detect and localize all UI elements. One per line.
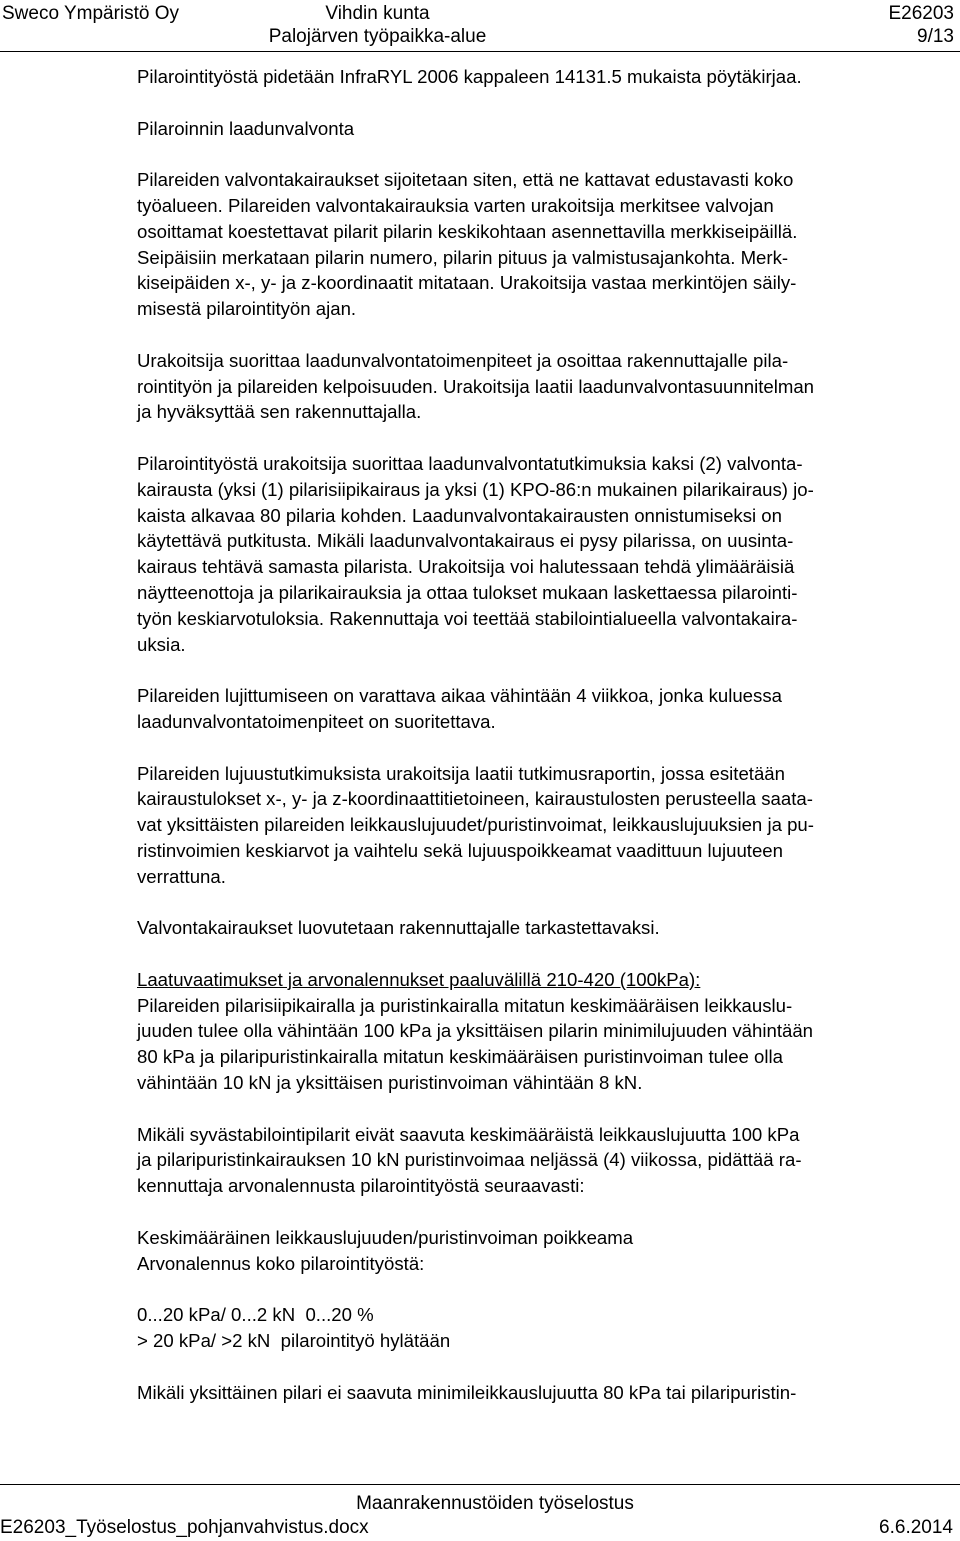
text-line: misestä pilarointityön ajan. xyxy=(137,298,357,320)
text-line: Pilareiden pilarisiipikairalla ja puristinkairalla mitatun keskimääräisen leikkauslu- xyxy=(137,994,793,1016)
text-line: kaista alkavaa 80 pilaria kohden. Laadunvalvontakairausten onnistumiseksi on xyxy=(137,504,782,526)
text-line: 80 kPa ja pilaripuristinkairalla mitatun keskimääräisen puristinvoiman tulee olla xyxy=(137,1046,783,1068)
paragraph xyxy=(137,167,923,322)
paragraph xyxy=(137,761,923,890)
text-line: > 20 kPa/ >2 kN pilarointityö hylätään xyxy=(137,1330,451,1352)
footer-date: 6.6.2014 xyxy=(879,1517,953,1538)
header-client: Vihdin kunta xyxy=(325,3,430,24)
header-doc-id: E26203 xyxy=(888,3,954,24)
paragraph xyxy=(137,451,923,657)
text-line: kairaus tehtävä samasta pilarista. Urakoitsija voi halutessaan tehdä ylimääräisiä xyxy=(137,556,795,578)
text-line: Mikäli syvästabilointipilarit eivät saavuta keskimääräistä leikkauslujuutta 100 kPa xyxy=(137,1123,800,1145)
text-line: kiseipäiden x-, y- ja z-koordinaatit mitataan. Urakoitsija vastaa merkintöjen säily- xyxy=(137,272,797,294)
footer-filename: E26203_Työselostus_pohjanvahvistus.docx xyxy=(0,1517,369,1538)
text-line: Valvontakairaukset luovutetaan rakennuttajalle tarkastettavaksi. xyxy=(137,917,660,939)
header-page-number: 9/13 xyxy=(917,26,954,47)
paragraph xyxy=(137,64,923,90)
text-line: Seipäisiin merkataan pilarin numero, pilarin pituus ja valmistusajankohta. Merk- xyxy=(137,246,789,268)
text-line: 0...20 kPa/ 0...2 kN 0...20 % xyxy=(137,1304,374,1326)
text-line: näytteenottoja ja pilarikairauksia ja ottaa tulokset mukaan laskettaessa pilarointi- xyxy=(137,581,798,603)
text-line: Pilareiden lujuustutkimuksista urakoitsija laatii tutkimusraportin, jossa esitetään xyxy=(137,762,785,784)
header-company: Sweco Ympäristö Oy xyxy=(2,3,180,24)
underlined-heading: Laatuvaatimukset ja arvonalennukset paaluvälillä 210-420 (100kPa): xyxy=(137,968,701,990)
text-line: rointityön ja pilareiden kelpoisuuden. Urakoitsija laatii laadunvalvontasuunnitelman xyxy=(137,375,815,397)
text-line: kairaustulokset x-, y- ja z-koordinaattitietoineen, kairaustulosten perusteella saata- xyxy=(137,788,813,810)
footer-divider xyxy=(0,1484,960,1485)
text-line: osoittamat koestettavat pilarit pilarin keskikohtaan asennettavilla merkkiseipäillä. xyxy=(137,220,798,242)
paragraph xyxy=(137,967,923,1096)
paragraph xyxy=(137,1225,923,1277)
section-heading-paragraph xyxy=(137,116,923,142)
text-line: kairausta (yksi (1) pilarisiipikairaus ja yksi (1) KPO-86:n mukainen pilarikairaus) jo- xyxy=(137,478,814,500)
text-line: työalueen. Pilareiden valvontakairauksia varten urakoitsija merkitsee valvojan xyxy=(137,194,774,216)
text-line: juuden tulee olla vähintään 100 kPa ja yksittäisen pilarin minimilujuuden vähintään xyxy=(137,1020,814,1042)
text-line: laadunvalvontatoimenpiteet on suoritettava. xyxy=(137,710,496,732)
section-heading: Pilaroinnin laadunvalvonta xyxy=(137,117,355,139)
text-line: ja pilaripuristinkairauksen 10 kN puristinvoimaa neljässä (4) viikossa, pidättää ra- xyxy=(137,1149,802,1171)
text-line: Mikäli yksittäinen pilari ei saavuta minimileikkauslujuutta 80 kPa tai pilaripuristin- xyxy=(137,1381,797,1403)
header-row-2 xyxy=(0,24,960,50)
paragraph xyxy=(137,915,923,941)
text-line: Urakoitsija suorittaa laadunvalvontatoimenpiteet ja osoittaa rakennuttajalle pila- xyxy=(137,349,789,371)
text-line: Keskimääräinen leikkauslujuuden/puristinvoiman poikkeama xyxy=(137,1226,634,1248)
text-line: Pilareiden lujittumiseen on varattava aikaa vähintään 4 viikkoa, jonka kuluessa xyxy=(137,685,782,707)
paragraph xyxy=(137,1122,923,1199)
paragraph xyxy=(137,1380,923,1406)
text-line: ristinvoimien keskiarvot ja vaihtelu sekä lujuuspoikkeamat vaadittuun lujuuteen xyxy=(137,839,783,861)
text-line: Pilareiden valvontakairaukset sijoitetaan siten, että ne kattavat edustavasti koko xyxy=(137,169,794,191)
header-project: Palojärven työpaikka-alue xyxy=(268,26,487,47)
text-line: Arvonalennus koko pilarointityöstä: xyxy=(137,1252,425,1274)
paragraph xyxy=(137,683,923,735)
text-line: käytettävä putkitusta. Mikäli laadunvalvontakairaus ei pysy pilarissa, on uusinta- xyxy=(137,530,794,552)
price-reduction-table xyxy=(137,1302,923,1354)
text-line: ja hyväksyttää sen rakennuttajalla. xyxy=(137,401,422,423)
text-line: vat yksittäisten pilareiden leikkauslujuudet/puristinvoimat, leikkauslujuuksien ja pu- xyxy=(137,814,814,836)
text-line: Pilarointityöstä urakoitsija suorittaa laadunvalvontatutkimuksia kaksi (2) valvonta- xyxy=(137,452,803,474)
text-line: Pilarointityöstä pidetään InfraRYL 2006 kappaleen 14131.5 mukaista pöytäkirjaa. xyxy=(137,66,802,87)
header-divider xyxy=(0,51,960,52)
text-line: verrattuna. xyxy=(137,865,226,887)
text-line: työn keskiarvotuloksia. Rakennuttaja voi teettää stabilointialueella valvontakaira- xyxy=(137,607,798,629)
footer-title: Maanrakennustöiden työselostus xyxy=(356,1493,634,1514)
paragraph xyxy=(137,348,923,425)
text-line: uksia. xyxy=(137,633,186,655)
document-body xyxy=(137,64,923,1405)
text-line: kennuttaja arvonalennusta pilarointityöstä seuraavasti: xyxy=(137,1175,585,1197)
text-line: vähintään 10 kN ja yksittäisen puristinvoiman vähintään 8 kN. xyxy=(137,1072,643,1094)
